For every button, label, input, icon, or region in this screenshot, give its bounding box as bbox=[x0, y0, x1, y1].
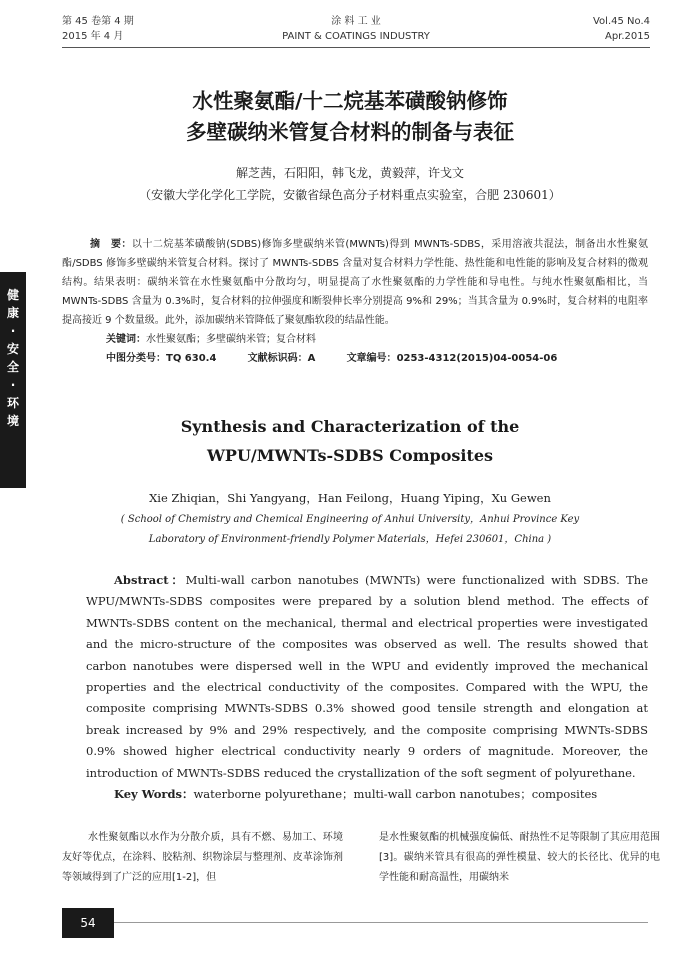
running-header bbox=[62, 14, 650, 48]
header-right bbox=[593, 14, 650, 44]
clc-value: TQ 630.4 bbox=[166, 353, 217, 364]
body-column-right bbox=[379, 828, 660, 888]
side-tab-char: 全 bbox=[6, 360, 19, 374]
abstract-en-paragraph bbox=[86, 570, 648, 784]
authors-cn: 解芝茜，石阳阳，韩飞龙，黄毅萍，许戈文 bbox=[235, 166, 464, 180]
abstract-cn-label: 摘 要： bbox=[90, 239, 132, 250]
side-tab-char: · bbox=[10, 324, 16, 338]
body-right-text: 是水性聚氨酯的机械强度偏低、耐热性不足等限制了其应用范围[3]。碳纳米管具有很高的弹性模量、较大的长径比、优异的电学性能和耐高温性，用碳纳米 bbox=[379, 832, 660, 883]
keywords-cn-label: 关键词： bbox=[106, 334, 146, 345]
doc-code-value: A bbox=[307, 353, 316, 364]
affiliation-en-line1: ( School of Chemistry and Chemical Engineering of Anhui University，Anhui Province Key bbox=[120, 514, 580, 525]
side-section-tab bbox=[0, 272, 26, 488]
doc-code-label: 文献标识码： bbox=[247, 353, 308, 364]
authors-en: Xie Zhiqian，Shi Yangyang，Han Feilong，Huang Yiping，Xu Gewen bbox=[149, 491, 551, 505]
paper-title-en bbox=[0, 412, 700, 470]
clc-field bbox=[106, 353, 216, 364]
abstract-cn-text: 以十二烷基苯磺酸钠(SDBS)修饰多壁碳纳米管(MWNTs)得到 MWNTs-SDBS，采用溶液共混法，制备出水性聚氨酯/SDBS 修饰多壁碳纳米管复合材料。探讨了 MWNTs-SDBS 含量对复合材料力学性能、热性能和电性能的影响及复合材料的微观结构。结果表明：碳纳米管在水性聚氨酯中分散均匀，明显提高了水性聚氨酯的力学性能和导电性。与纯水性聚氨酯相比，当 MWNTs-SDBS 含量为 0.3%时，复合材料的拉伸强度和断裂伸长率分别提高 9%和 29%；当其含量为 0.9%时，复合材料的电阻率提高接近 9 个数量级。此外，添加碳纳米管降低了聚氨酯软段的结晶性能。 bbox=[62, 239, 649, 326]
header-date-en: Apr.2015 bbox=[604, 31, 650, 42]
header-date: 2015 年 4 月 bbox=[62, 31, 124, 42]
side-tab-char: 环 bbox=[6, 396, 19, 410]
side-tab-char: 康 bbox=[6, 306, 19, 320]
body-column-left bbox=[62, 828, 343, 888]
side-tab-char: 境 bbox=[6, 414, 19, 428]
side-tab-char: 安 bbox=[6, 342, 19, 356]
side-tab-char: 健 bbox=[6, 288, 19, 302]
keywords-cn bbox=[62, 330, 648, 349]
abstract-en bbox=[86, 570, 648, 805]
keywords-cn-text: 水性聚氨酯；多壁碳纳米管；复合材料 bbox=[146, 334, 316, 345]
article-no-label: 文章编号： bbox=[346, 353, 397, 364]
header-volume: 第 45 卷第 4 期 bbox=[62, 16, 134, 27]
article-no-field bbox=[347, 353, 558, 364]
page-number: 54 bbox=[62, 908, 114, 938]
journal-name-en: PAINT & COATINGS INDUSTRY bbox=[282, 31, 430, 42]
authors-block-cn bbox=[0, 162, 700, 206]
keywords-en-text: waterborne polyurethane；multi-wall carbon nanotubes；composites bbox=[193, 787, 598, 802]
affiliation-cn: （安徽大学化学化工学院，安徽省绿色高分子材料重点实验室，合肥 230601） bbox=[139, 188, 561, 202]
abstract-en-label: Abstract： bbox=[114, 573, 186, 587]
footer-rule bbox=[114, 922, 648, 923]
side-tab-char: · bbox=[10, 378, 16, 392]
title-cn-line1: 水性聚氨酯/十二烷基苯磺酸钠修饰 bbox=[192, 89, 508, 113]
clc-label: 中图分类号： bbox=[106, 353, 166, 364]
affiliation-en bbox=[60, 510, 640, 550]
keywords-en bbox=[86, 784, 648, 805]
article-no-value: 0253-4312(2015)04-0054-06 bbox=[396, 353, 558, 364]
header-volume-en: Vol.45 No.4 bbox=[592, 16, 650, 27]
body-left-text: 水性聚氨酯以水作为分散介质，具有不燃、易加工、环境友好等优点，在涂料、胶粘剂、织物涂层与整理剂、皮革涂饰剂等领域得到了广泛的应用[1-2]，但 bbox=[62, 832, 343, 883]
abstract-cn-paragraph bbox=[62, 235, 648, 330]
header-center bbox=[62, 14, 650, 44]
paper-title-cn bbox=[0, 86, 700, 148]
abstract-en-text: Multi-wall carbon nanotubes (MWNTs) were functionalized with SDBS. The WPU/MWNTs-SDBS composites were prepared by a solution blend method. The effects of MWNTs-SDBS content on the mechanical, thermal and electrical properties were investigated and the micro-structure of the composites was observed as well. The results showed that carbon nanotubes were dispersed well in the WPU and evidently improved the mechanical properties and the electrical conductivity of the composites. Compared with the WPU, the composite comprising MWNTs-SDBS 0.3% showed good tensile strength and elongation at break increased by 9% and 29% respectively, and the composite comprising MWNTs-SDBS 0.9% showed higher electrical conductivity nearly 9 orders of magnitude. Moreover, the introduction of MWNTs-SDBS reduced the crystallization of the soft segment of polyurethane. bbox=[86, 573, 648, 780]
doc-code-field bbox=[248, 353, 316, 364]
header-rule bbox=[62, 47, 650, 48]
title-cn-line2: 多壁碳纳米管复合材料的制备与表征 bbox=[186, 120, 514, 144]
title-en-line1: Synthesis and Characterization of the bbox=[180, 417, 520, 436]
journal-name-cn: 涂 料 工 业 bbox=[331, 16, 381, 27]
affiliation-en-line2: Laboratory of Environment-friendly Polymer Materials，Hefei 230601，China ) bbox=[148, 534, 552, 545]
abstract-cn bbox=[62, 235, 648, 368]
classification-line bbox=[62, 349, 648, 368]
title-en-line2: WPU/MWNTs-SDBS Composites bbox=[206, 446, 494, 465]
keywords-en-label: Key Words： bbox=[114, 787, 194, 802]
